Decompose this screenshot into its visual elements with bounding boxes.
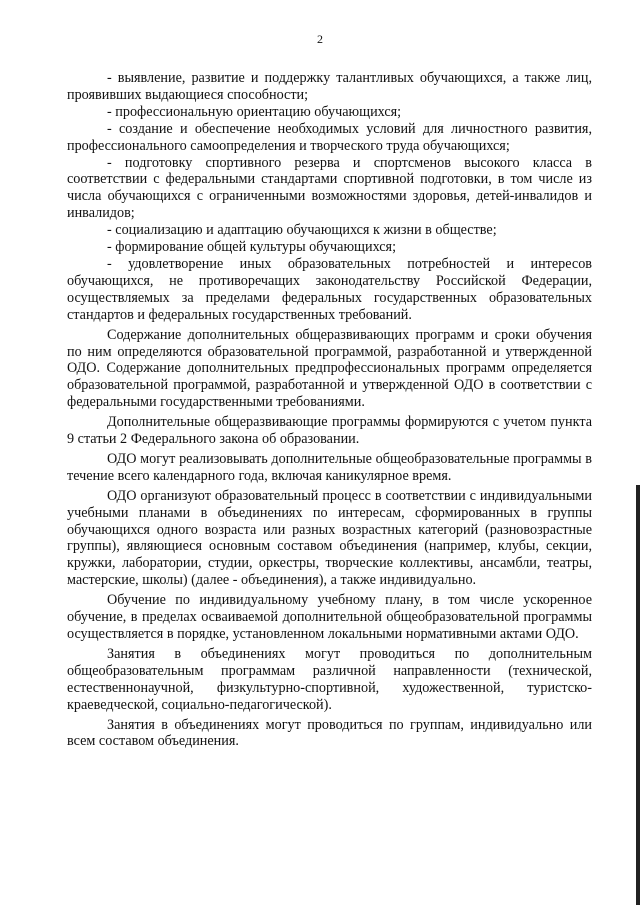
paragraph-program-directions: Занятия в объединениях могут проводиться по дополнительным общеобразовательным программам различной направленности (технической, естественнонаучной, физкультурно-спортивной, художественной, туристско-краеведческой, социально-педагогической). <box>67 645 592 713</box>
paragraph-group-classes: Занятия в объединениях могут проводиться по группам, индивидуально или всем составом объединения. <box>67 716 592 750</box>
list-item-other-needs: - удовлетворение иных образовательных потребностей и интересов обучающихся, не противоречащих законодательству Российской Федерации, осуществляемых за пределами федеральных государственных образовательных стандартов и федеральных государственных требований. <box>67 255 592 323</box>
scan-edge-shadow <box>636 485 640 905</box>
paragraph-year-round: ОДО могут реализовывать дополнительные общеобразовательные программы в течение всего календарного года, включая каникулярное время. <box>67 450 592 484</box>
list-item-career-guidance: - профессиональную ориентацию обучающихся; <box>107 103 402 120</box>
page-number: 2 <box>317 32 323 46</box>
list-item-general-culture: - формирование общей культуры обучающихся; <box>107 239 397 256</box>
list-item-socialization: - социализацию и адаптацию обучающихся к жизни в обществе; <box>107 222 497 239</box>
paragraph-program-formation: Дополнительные общеразвивающие программы формируются с учетом пункта 9 статьи 2 Федерального закона об образовании. <box>67 414 592 448</box>
list-item-personal-development: - создание и обеспечение необходимых условий для личностного развития, профессионального самоопределения и творческого труда обучающихся; <box>67 120 592 154</box>
document-body <box>67 70 592 750</box>
paragraph-program-content: Содержание дополнительных общеразвивающих программ и сроки обучения по ним определяются образовательной программой, разработанной и утвержденной ОДО. Содержание дополнительных предпрофессиональных программ определяется образовательной программой, разработанной и утвержденной ОДО в соответствии с федеральными государственными требованиями. <box>67 326 592 411</box>
paragraph-educational-process: ОДО организуют образовательный процесс в соответствии с индивидуальными учебными планами в объединениях по интересам, сформированных в группы обучающихся одного возраста или разных возрастных категорий (разновозрастные группы), являющиеся основным составом объединения (например, клубы, секции, кружки, лаборатории, студии, оркестры, творческие коллективы, ансамбли, театры, мастерские, школы) (далее - объединения), а также индивидуально. <box>67 487 592 589</box>
list-item-sports-reserve: - подготовку спортивного резерва и спортсменов высокого класса в соответствии с федеральными стандартами спортивной подготовки, в том числе из числа обучающихся с ограниченными возможностями здоровья, детей-инвалидов и инвалидов; <box>67 154 592 222</box>
list-item-talented-students: - выявление, развитие и поддержку талантливых обучающихся, а также лиц, проявивших выдающиеся способности; <box>67 70 592 103</box>
paragraph-individual-plan: Обучение по индивидуальному учебному плану, в том числе ускоренное обучение, в пределах осваиваемой дополнительной общеобразовательной программы осуществляется в порядке, установленном локальными нормативными актами ОДО. <box>67 592 592 642</box>
